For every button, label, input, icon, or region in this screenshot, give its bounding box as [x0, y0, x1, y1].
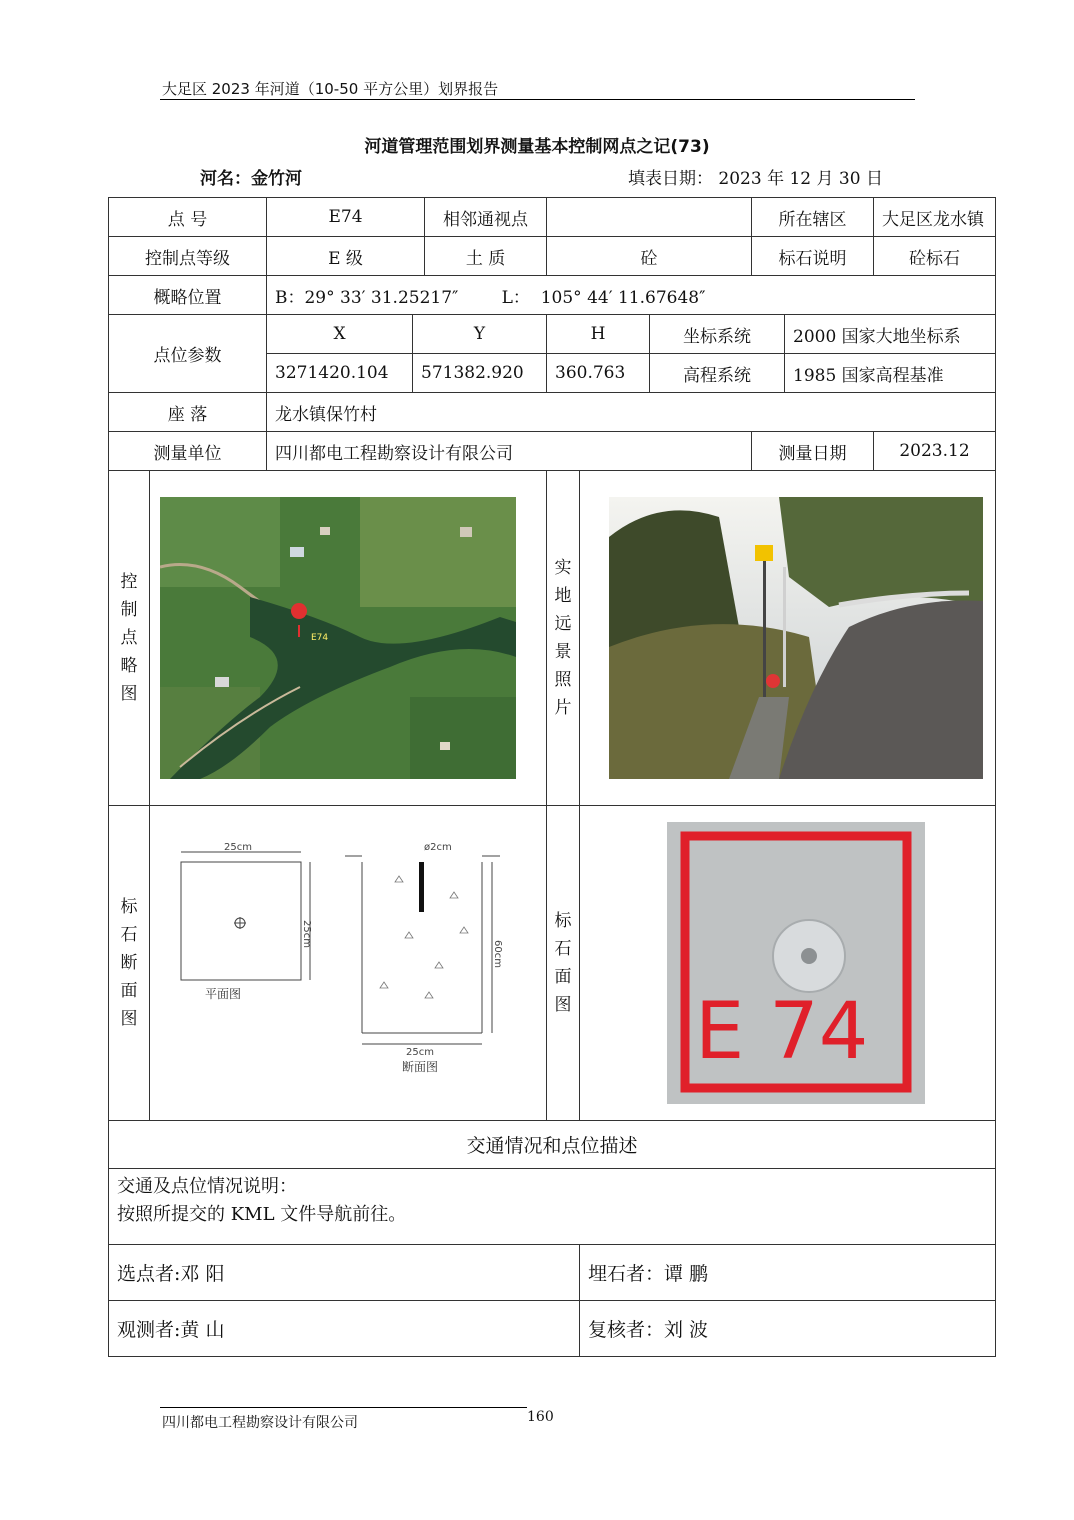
face-photo-cell [580, 806, 996, 1121]
h-label: H [547, 315, 650, 354]
fill-date: 填表日期： 2023 年 12 月 30 日 [628, 169, 883, 189]
coord-sys-value: 2000 国家大地坐标系 [785, 315, 996, 354]
rod-diameter-dim: ø2cm [424, 842, 452, 853]
section-label-text: 标石断面图 [120, 897, 138, 1029]
face-label-text: 标石面图 [554, 911, 572, 1015]
y-value: 571382.920 [413, 354, 547, 393]
plan-caption: 平面图 [205, 987, 242, 1001]
control-point-table [108, 197, 996, 1357]
x-value: 3271420.104 [267, 354, 413, 393]
unit-value: 四川都电工程勘察设计有限公司 [267, 432, 752, 471]
stone-label: 标石说明 [752, 237, 874, 276]
header-divider [160, 99, 915, 100]
traffic-line-1: 交通及点位情况说明： [117, 1176, 297, 1197]
section-caption: 断面图 [402, 1060, 439, 1074]
plan-width-dim: 25cm [224, 842, 252, 853]
stone-section-drawing [150, 838, 520, 1108]
height-sys-label: 高程系统 [650, 354, 785, 393]
point-no: E74 [267, 198, 425, 237]
footer-company: 四川都电工程勘察设计有限公司 [162, 1415, 358, 1431]
height-sys-value: 1985 国家高程基准 [785, 354, 996, 393]
grade-label: 控制点等级 [109, 237, 267, 276]
location-label: 座 落 [109, 393, 267, 432]
adjacent-value [547, 198, 752, 237]
map-marker-label: E74 [311, 633, 329, 643]
page-number: 160 [527, 1409, 554, 1425]
plan-height-dim: 25cm [301, 920, 312, 948]
section-drawing-cell [150, 806, 547, 1121]
section-label [109, 806, 150, 1121]
river-name: 河名：金竹河 [200, 169, 302, 189]
y-label: Y [413, 315, 547, 354]
photo-cell [580, 471, 996, 806]
district-label: 所在辖区 [752, 198, 874, 237]
unit-label: 测量单位 [109, 432, 267, 471]
traffic-description [109, 1169, 996, 1245]
checker: 复核者：刘 波 [580, 1301, 996, 1357]
soil-value: 砼 [547, 237, 752, 276]
approx-value: B：29° 33′ 31.25217″ L： 105° 44′ 11.67648″ [267, 276, 996, 315]
soil-label: 土 质 [425, 237, 547, 276]
point-no-label: 点 号 [109, 198, 267, 237]
face-label [547, 806, 580, 1121]
coord-sys-label: 坐标系统 [650, 315, 785, 354]
traffic-title: 交通情况和点位描述 [109, 1121, 996, 1169]
sketch-label [109, 471, 150, 806]
selector: 选点者:邓 阳 [109, 1245, 580, 1301]
site-photo [609, 497, 983, 779]
grade-value: E 级 [267, 237, 425, 276]
traffic-line-2: 按照所提交的 KML 文件导航前往。 [117, 1204, 407, 1225]
x-label: X [267, 315, 413, 354]
location-value: 龙水镇保竹村 [267, 393, 996, 432]
sketch-map-cell [150, 471, 547, 806]
burier: 埋石者：谭 鹏 [580, 1245, 996, 1301]
district-value: 大足区龙水镇 [874, 198, 996, 237]
page-title: 河道管理范围划界测量基本控制网点之记(73) [364, 137, 710, 157]
date-label: 测量日期 [752, 432, 874, 471]
adjacent-label: 相邻通视点 [425, 198, 547, 237]
report-header: 大足区 2023 年河道（10-50 平方公里）划界报告 [162, 80, 499, 98]
h-value: 360.763 [547, 354, 650, 393]
satellite-map [160, 497, 516, 779]
sketch-label-text: 控制点略图 [120, 572, 138, 704]
approx-label: 概略位置 [109, 276, 267, 315]
photo-label [547, 471, 580, 806]
photo-label-text: 实地远景照片 [554, 558, 572, 718]
params-label: 点位参数 [109, 315, 267, 393]
date-value: 2023.12 [874, 432, 996, 471]
section-width-dim: 25cm [406, 1047, 434, 1058]
stone-face-text: E 74 [695, 987, 869, 1077]
stone-face-photo [667, 822, 925, 1104]
section-depth-dim: 60cm [492, 940, 503, 968]
observer: 观测者:黄 山 [109, 1301, 580, 1357]
stone-value: 砼标石 [874, 237, 996, 276]
footer-divider [160, 1407, 527, 1408]
